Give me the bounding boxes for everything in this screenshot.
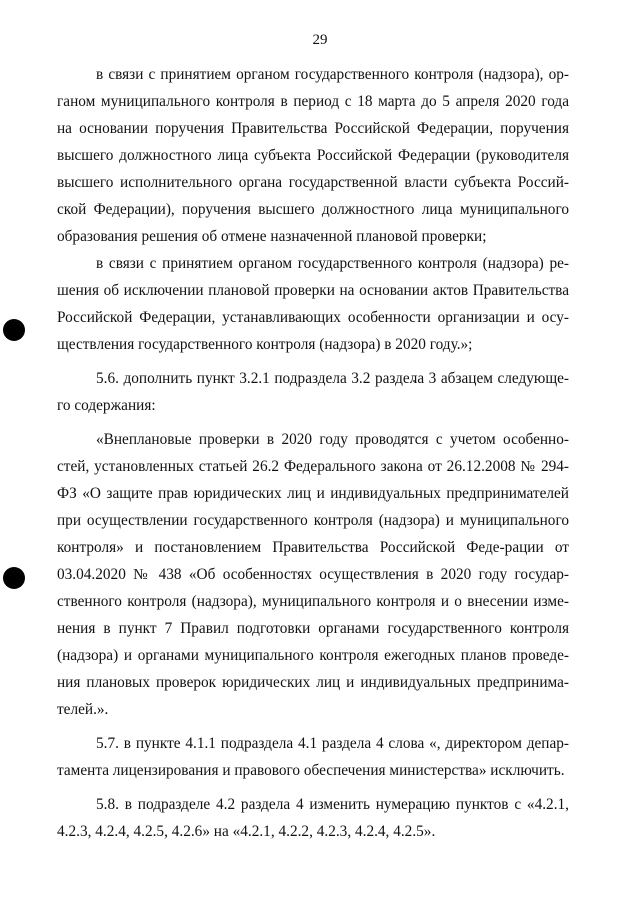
text-line: 5.7. в пункте 4.1.1 подраздела 4.1 раздела 4 слова «, директором депар- [96, 735, 569, 752]
text-line: ществления государственного контроля (надзора) в 2020 году.»; [57, 336, 473, 353]
text-line: в связи с принятием органом государственного контроля (надзора), ор- [96, 66, 569, 83]
text-line: 5.8. в подразделе 4.2 раздела 4 изменить нумерацию пунктов с «4.2.1, [96, 796, 569, 813]
punch-hole-mark-bottom [3, 567, 25, 589]
paragraph-gap [57, 419, 569, 426]
text-line: Российской Федерации, устанавливающих особенности организации и осу- [57, 309, 569, 326]
text-line: тамента лицензирования и правового обеспечения министерства» исключить. [57, 762, 565, 779]
text-line: 03.04.2020 № 438 «Об особенностях осуществления в 2020 году государ- [57, 566, 569, 583]
paragraph-reason-2 [57, 250, 569, 358]
paragraph-reason-1 [57, 61, 569, 250]
text-line: контроля» и постановлением Правительства Российской Феде-рации от [57, 539, 569, 556]
text-line: образования решения об отмене назначенной плановой проверки; [57, 228, 487, 245]
text-line: «Внеплановые проверки в 2020 году проводятся с учетом особенно- [96, 431, 569, 448]
punch-hole-mark-top [3, 319, 25, 341]
text-line: 5.6. дополнить пункт 3.2.1 подраздела 3.2 раздела 3 абзацем следующе- [96, 370, 569, 387]
text-line: 4.2.3, 4.2.4, 4.2.5, 4.2.6» на «4.2.1, 4.2.2, 4.2.3, 4.2.4, 4.2.5». [57, 823, 436, 840]
paragraph-gap [57, 723, 569, 730]
text-line: ственного контроля (надзора), муниципального контроля и о внесении изме- [57, 593, 569, 610]
text-line: высшего должностного лица субъекта Российской Федерации (руководителя [57, 147, 569, 164]
text-line: телей.». [57, 701, 109, 718]
text-line: в связи с принятием органом государственного контроля (надзора) ре- [96, 255, 569, 272]
text-line: ФЗ «О защите прав юридических лиц и индивидуальных предпринимателей [57, 485, 569, 502]
paragraph-gap [57, 358, 569, 365]
text-line: шения об исключении плановой проверки на основании актов Правительства [57, 282, 569, 299]
text-line: на основании поручения Правительства Российской Федерации, поручения [57, 120, 569, 137]
text-line: ганом муниципального контроля в период с 18 марта до 5 апреля 2020 года [57, 93, 569, 110]
document-body [57, 61, 569, 845]
text-line: высшего исполнительного органа государственной власти субъекта Россий- [57, 174, 569, 191]
page-number: 29 [312, 32, 328, 48]
paragraph-item-5-8 [57, 791, 569, 845]
text-line: при осуществлении государственного контроля (надзора) и муниципального [57, 512, 569, 529]
paragraph-item-5-7 [57, 730, 569, 784]
text-line: ской Федерации), поручения высшего должностного лица муниципального [57, 201, 569, 218]
text-line: (надзора) и органами муниципального контроля ежегодных планов проведе- [57, 647, 569, 664]
paragraph-quote [57, 426, 569, 723]
paragraph-item-5-6 [57, 365, 569, 419]
text-line: го содержания: [57, 397, 156, 414]
text-line: нения в пункт 7 Правил подготовки органами государственного контроля [57, 620, 569, 637]
text-line: ния плановых проверок юридических лиц и индивидуальных предпринима- [57, 674, 569, 691]
text-line: стей, установленных статьей 26.2 Федерального закона от 26.12.2008 № 294- [57, 458, 569, 475]
paragraph-gap [57, 784, 569, 791]
